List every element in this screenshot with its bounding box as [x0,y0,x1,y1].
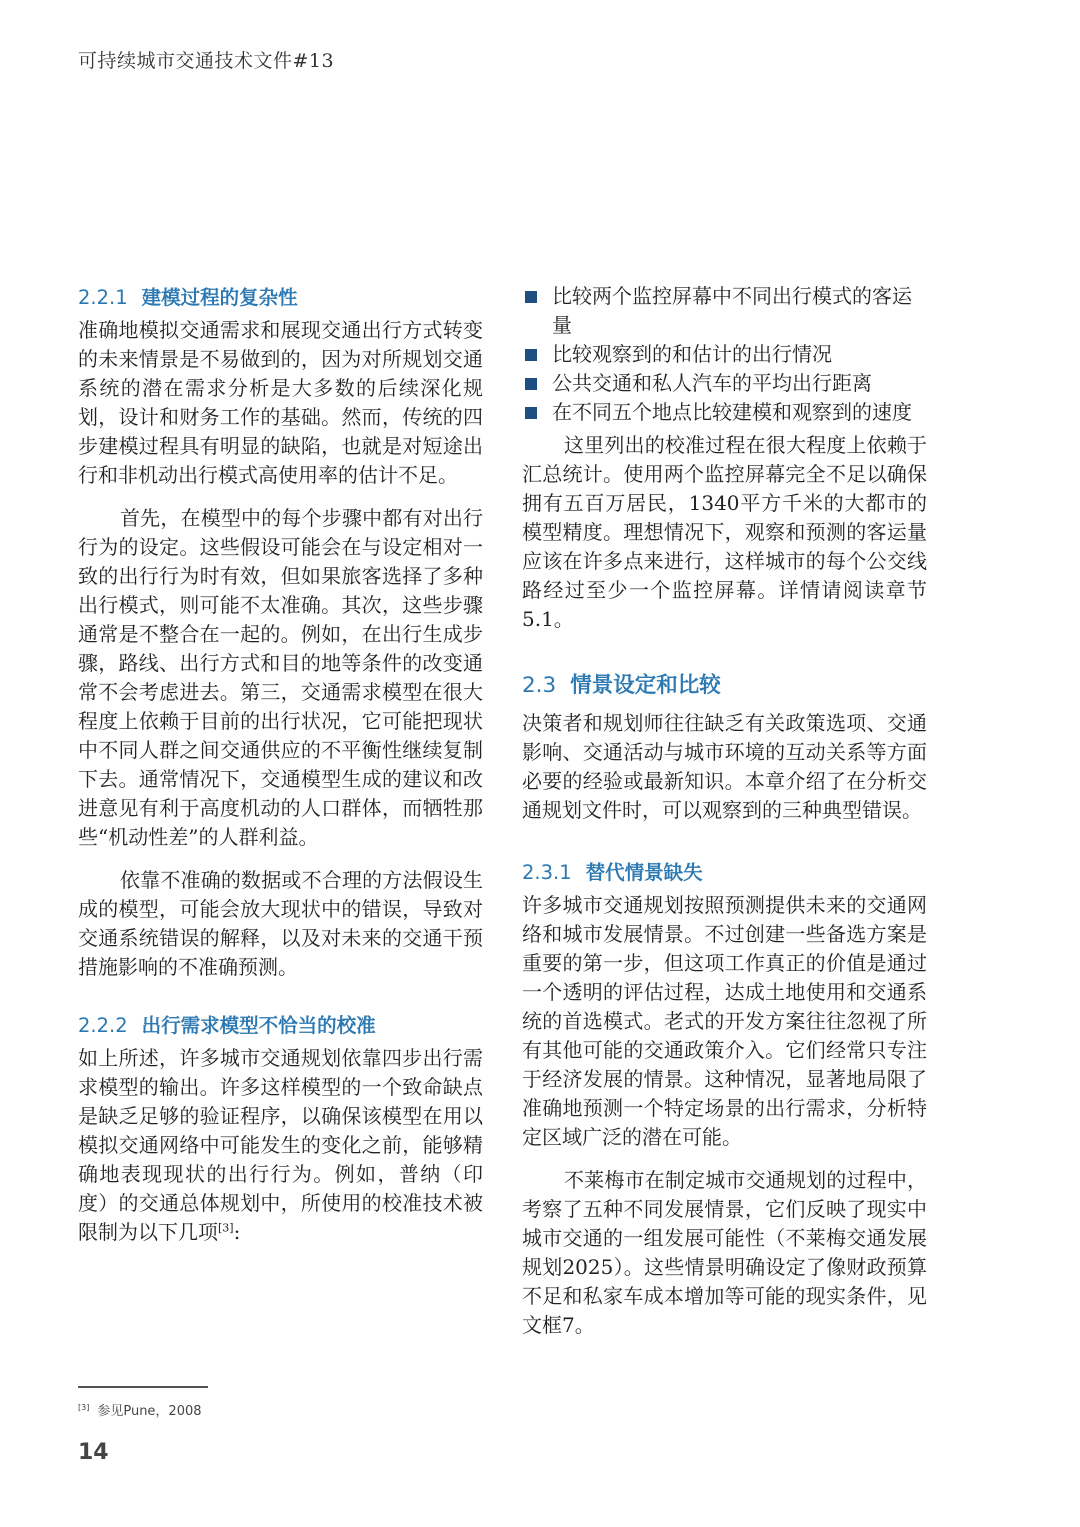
paragraph: 不莱梅市在制定城市交通规划的过程中，考察了五种不同发展情景，它们反映了现实中城市交通的一组发展可能性（不莱梅交通发展规划2025）。这些情景明确设定了像财政预算不足和私家车成本增加等可能的现实条件，见文框7。 [522,1168,927,1337]
footnote-divider [78,1386,208,1388]
paragraph: 首先，在模型中的每个步骤中都有对出行行为的设定。这些假设可能会在与设定相对一致的出行行为时有效，但如果旅客选择了多种出行模式，则可能不太准确。其次，这些步骤通常是不整合在一起的。例如，在出行生成步骤，路线、出行方式和目的地等条件的改变通常不会考虑进去。第三，交通需求模型在很大程度上依赖于目前的出行状况，它可能把现状中不同人群之间交通供应的不平衡性继续复制下去。通常情况下，交通模型生成的建议和改进意见有利于高度机动的人口群体，而牺牲那些“机动性差”的人群利益。 [78,506,483,849]
bullet-list [522,282,927,427]
footnote: [3] 参见Pune，2008 [78,1402,202,1419]
square-bullet-icon [525,291,537,303]
section-heading-2-3-1: 2.3.1 替代情景缺失 [522,861,703,884]
square-bullet-icon [525,378,537,390]
footnote-reference: [3] [218,1221,234,1235]
paragraph: 如上所述，许多城市交通规划依靠四步出行需求模型的输出。许多这样模型的一个致命缺点是缺乏足够的验证程序，以确保该模型在用以模拟交通网络中可能发生的变化之前，能够精确地表现现状的出行行为。例如，普纳（印度）的交通总体规划中，所使用的校准技术被限制为以下几项[3]: [78,1046,483,1244]
paragraph: 决策者和规划师往往缺乏有关政策选项、交通影响、交通活动与城市环境的互动关系等方面必要的经验或最新知识。本章介绍了在分析交通规划文件时，可以观察到的三种典型错误。 [522,711,927,822]
section-heading-2-3: 2.3 情景设定和比较 [522,673,721,698]
section-heading-2-2-2: 2.2.2 出行需求模型不恰当的校准 [78,1014,376,1037]
list-item: 比较两个监控屏幕中不同出行模式的客运量 [522,282,927,340]
list-item: 比较观察到的和估计的出行情况 [522,340,927,369]
list-item: 公共交通和私人汽车的平均出行距离 [522,369,927,398]
list-item: 在不同五个地点比较建模和观察到的速度 [522,398,927,427]
left-column [78,282,483,1247]
paragraph: 准确地模拟交通需求和展现交通出行方式转变的未来情景是不易做到的，因为对所规划交通系统的潜在需求分析是大多数的后续深化规划，设计和财务工作的基础。然而，传统的四步建模过程具有明显的缺陷，也就是对短途出行和非机动出行模式高使用率的估计不足。 [78,318,483,487]
paragraph: 这里列出的校准过程在很大程度上依赖于汇总统计。使用两个监控屏幕完全不足以确保拥有五百万居民，1340平方千米的大都市的模型精度。理想情况下，观察和预测的客运量应该在许多点来进行，这样城市的每个公交线路经过至少一个监控屏幕。详情请阅读章节5.1。 [522,433,927,631]
page-number: 14 [78,1440,109,1465]
square-bullet-icon [525,407,537,419]
paragraph: 许多城市交通规划按照预测提供未来的交通网络和城市发展情景。不过创建一些备选方案是重要的第一步，但这项工作真正的价值是通过一个透明的评估过程，达成土地使用和交通系统的首选模式。老式的开发方案往往忽视了所有其他可能的交通政策介入。它们经常只专注于经济发展的情景。这种情况，显著地局限了准确地预测一个特定场景的出行需求，分析特定区域广泛的潜在可能。 [522,893,927,1149]
right-column [522,282,927,1340]
document-header: 可持续城市交通技术文件#13 [78,50,335,72]
square-bullet-icon [525,349,537,361]
section-heading-2-2-1: 2.2.1 建模过程的复杂性 [78,286,298,309]
paragraph: 依靠不准确的数据或不合理的方法假设生成的模型，可能会放大现状中的错误，导致对交通系统错误的解释，以及对未来的交通干预措施影响的不准确预测。 [78,868,483,979]
